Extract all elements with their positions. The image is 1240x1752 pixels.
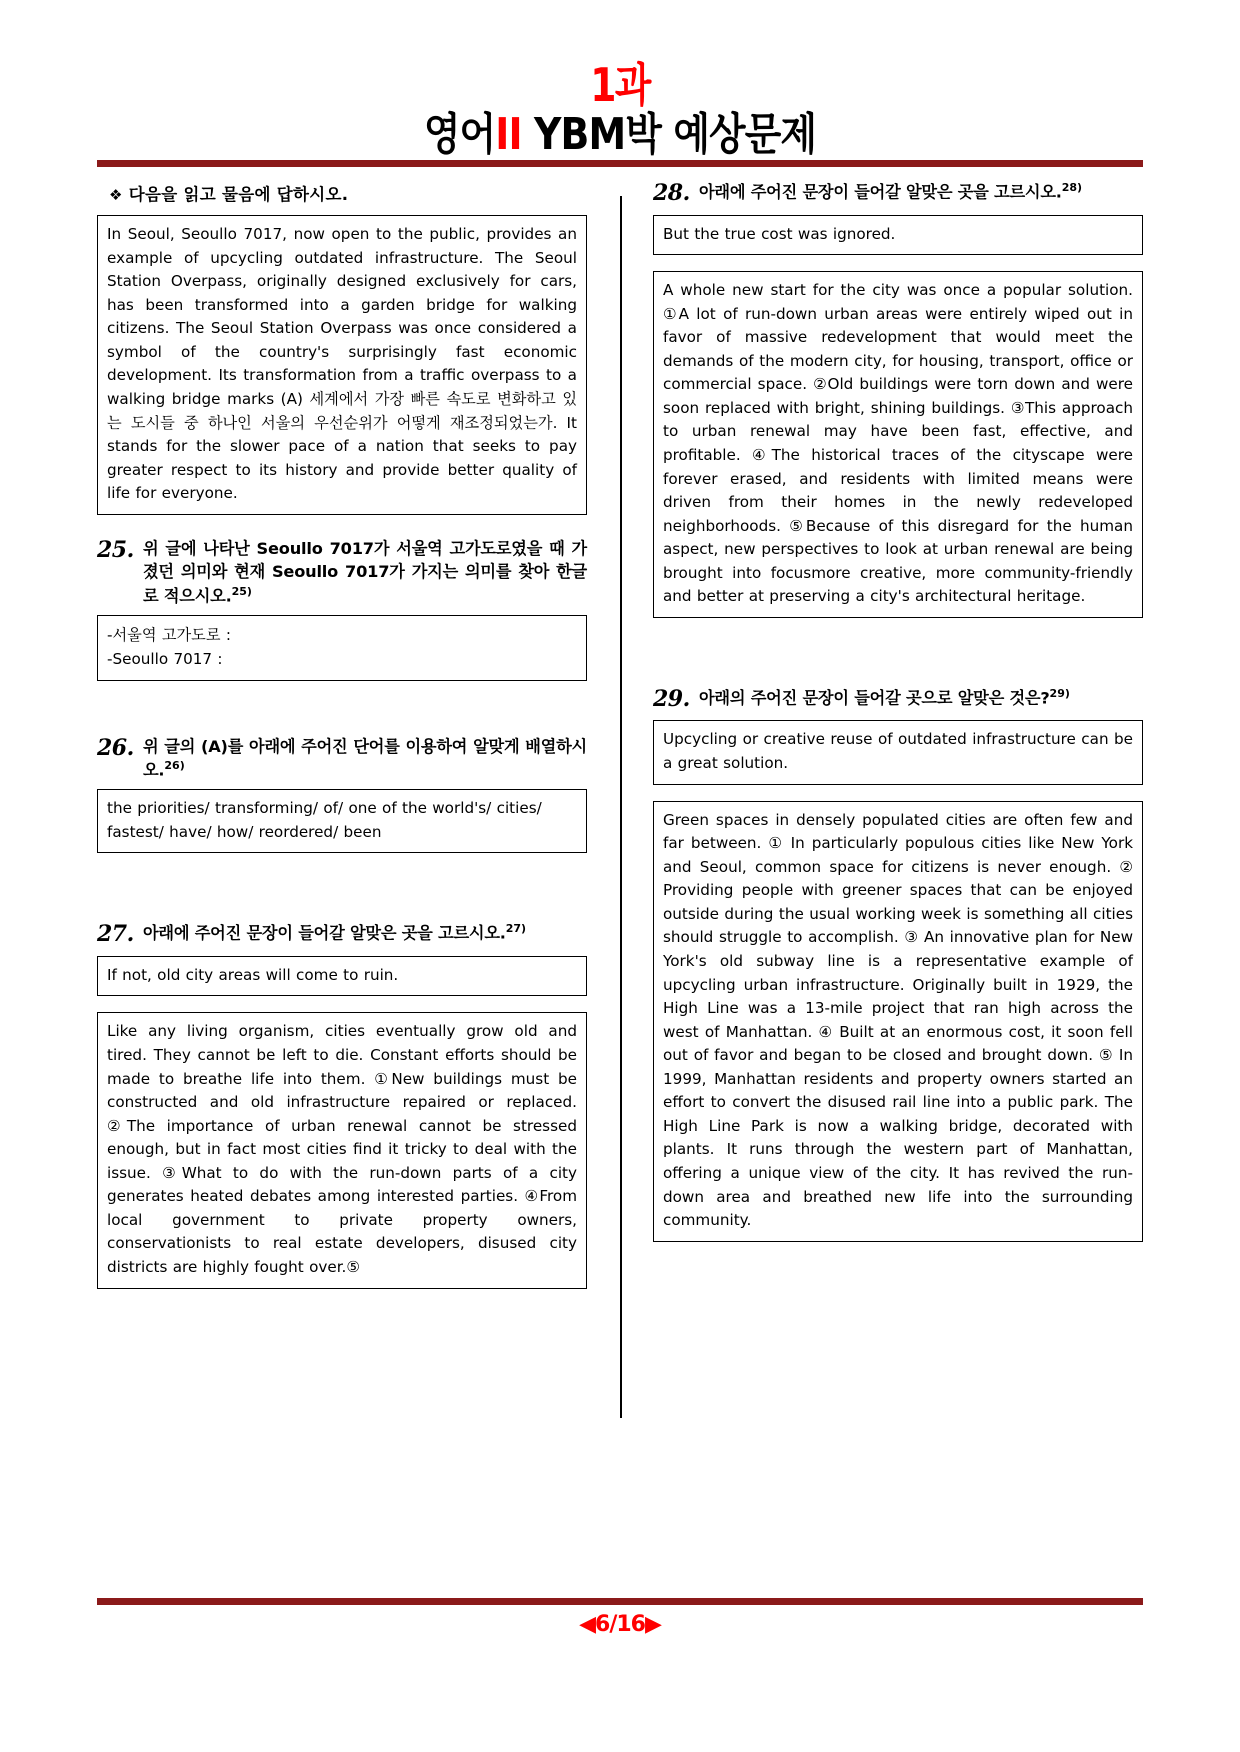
question-27-footnote: 27) bbox=[505, 922, 527, 936]
question-29-heading bbox=[653, 686, 1143, 714]
lesson-label: 1과 bbox=[590, 58, 650, 112]
question-27-given-sentence: If not, old city areas will come to ruin. bbox=[107, 965, 399, 984]
page-title bbox=[87, 110, 1153, 161]
instruction-text: 다음을 읽고 물음에 답하시오. bbox=[128, 185, 349, 204]
footer-divider-rule bbox=[97, 1598, 1143, 1605]
title-roman-numeral: II bbox=[495, 109, 522, 160]
question-27-prompt bbox=[143, 921, 587, 945]
spacer bbox=[97, 859, 587, 899]
question-27-number: 27. bbox=[97, 921, 134, 948]
question-26-prompt bbox=[143, 735, 587, 782]
spacer bbox=[653, 261, 1143, 271]
right-column bbox=[643, 176, 1143, 1576]
question-28-prompt bbox=[699, 180, 1143, 204]
question-28-heading bbox=[653, 180, 1143, 208]
question-28-number: 28. bbox=[653, 180, 690, 206]
question-25-answer-line-2: -Seoullo 7017 : bbox=[107, 650, 223, 669]
two-column-body bbox=[97, 176, 1143, 1576]
question-28-given-sentence: But the true cost was ignored. bbox=[663, 224, 896, 243]
instruction-line bbox=[109, 181, 587, 205]
question-25-footnote: 25) bbox=[231, 584, 252, 598]
spacer bbox=[97, 687, 587, 713]
page-number: ◀6/16▶ bbox=[579, 1612, 661, 1637]
question-28-passage-text: A whole new start for the city was once a popular solution. ①A lot of run-down urban areas were entirely wiped out in favor of massive redevelopment that would meet the demands of the modern city, for housing, transport, office or commercial space. ②Old buildings were torn down and were soon replaced with bright, shining buildings. ③This approach to urban renewal may have been fast, effective, and profitable. ④The historical traces of the cityscape were forever erased, and residents with limited means were driven from their homes in the newly redeveloped neighborhoods. ⑤Because of this disregard for the human aspect, new perspectives to look at urban renewal are being brought into focusmore creative, more community-friendly and better at preserving a city's architectural heritage. bbox=[663, 281, 1133, 606]
question-25-prompt-text: 위 글에 나타난 Seoullo 7017가 서울역 고가도로였을 때 가졌던 의미와 현재 Seoullo 7017가 가지는 의미를 찾아 한글로 적으시오. bbox=[143, 538, 587, 606]
title-prefix: 영어 bbox=[423, 109, 496, 160]
spacer bbox=[97, 1002, 587, 1012]
question-28-prompt-text: 아래에 주어진 문장이 들어갈 알맞은 곳을 고르시오. bbox=[699, 182, 1062, 202]
question-29-given-sentence-box bbox=[653, 720, 1143, 784]
question-26-number: 26. bbox=[97, 734, 134, 761]
question-25-answer-box[interactable] bbox=[97, 615, 587, 681]
question-28-footnote: 28) bbox=[1061, 181, 1083, 194]
question-27-given-sentence-box bbox=[97, 956, 587, 997]
question-29-passage-box bbox=[653, 801, 1143, 1242]
question-26-word-bank-box bbox=[97, 789, 587, 853]
question-27-prompt-text: 아래에 주어진 문장이 들어갈 알맞은 곳을 고르시오. bbox=[143, 923, 506, 943]
question-28-given-sentence-box bbox=[653, 215, 1143, 256]
question-27-passage-text: Like any living organism, cities eventually grow old and tired. They cannot be left to die. Constant efforts should be made to breathe life into them. ①New buildings must be constructed and old infrastructure repaired or replaced. ②The importance of urban renewal cannot be stressed enough, but in fact most cities find it tricky to deal with the issue. ③What to do with the run-down parts of a city generates heated debates among interested parties. ④From local government to private property owners, conservationists to real estate developers, disused city districts are highly fought over.⑤ bbox=[107, 1022, 577, 1277]
question-27-heading bbox=[97, 921, 587, 949]
question-26-footnote: 26) bbox=[164, 759, 185, 773]
question-29-passage-text: Green spaces in densely populated cities are often few and far between. ① In particularly populous cities like New York and Seoul, common space for citizens is never enough. ② Providing people with greener spaces that can be enjoyed outside during the usual working week is something all cities should struggle to accomplish. ③ An innovative plan for New York's old subway line is a representative example of upcycling urban infrastructure. Originally built in 1929, the High Line was a 13-mile project that ran high across the west of Manhattan. ④ Built at an enormous cost, it soon fell out of favor and began to be closed and brought down. ⑤ In 1999, Manhattan residents and property owners started an effort to convert the disused rail line into a public park. The High Line Park is now a walking bridge, decorated with plants. It runs through the western part of Manhattan, offering a unique view of the city. It has revived the run-down area and breathed new life into the surrounding community. bbox=[663, 810, 1133, 1230]
question-28-passage-box bbox=[653, 271, 1143, 618]
column-divider-line bbox=[620, 196, 622, 1418]
main-reading-passage-text: In Seoul, Seoullo 7017, now open to the public, provides an example of upcycling outdated infrastructure. The Seoul Station Overpass, originally designed exclusively for cars, has been transformed into a garden bridge for walking citizens. The Seoul Station Overpass was once considered a symbol of the country's surprisingly fast economic development. Its transformation from a traffic overpass to a walking bridge marks (A) 세계에서 가장 빠른 속도로 변화하고 있는 도시들 중 하나인 서울의 우선순위가 어떻게 재조정되었는가. It stands for the slower pace of a nation that seeks to pay greater respect to its history and provide better quality of life for everyone. bbox=[107, 225, 577, 503]
question-25-answer-line-1: -서울역 고가도로 : bbox=[107, 625, 231, 644]
question-25-number: 25. bbox=[97, 536, 134, 563]
question-25-prompt bbox=[143, 537, 587, 608]
main-reading-passage-box bbox=[97, 215, 587, 515]
left-column bbox=[97, 176, 597, 1576]
page-header bbox=[0, 0, 1240, 161]
question-29-prompt-text: 아래의 주어진 문장이 들어갈 곳으로 알맞은 것은? bbox=[699, 688, 1050, 708]
spacer bbox=[653, 791, 1143, 801]
question-25-heading bbox=[97, 537, 587, 608]
title-suffix: YBM박 예상문제 bbox=[521, 109, 817, 160]
question-26-word-bank-text: the priorities/ transforming/ of/ one of the world's/ cities/ fastest/ have/ how/ reordered/ been bbox=[107, 799, 542, 841]
question-26-heading bbox=[97, 735, 587, 782]
question-29-prompt bbox=[699, 686, 1143, 710]
question-29-number: 29. bbox=[653, 685, 690, 712]
question-27-passage-box bbox=[97, 1012, 587, 1288]
question-26-prompt-text: 위 글의 (A)를 아래에 주어진 단어를 이용하여 알맞게 배열하시오. bbox=[143, 736, 587, 780]
question-29-given-sentence: Upcycling or creative reuse of outdated infrastructure can be a great solution. bbox=[663, 730, 1133, 772]
page-footer bbox=[0, 1612, 1240, 1637]
spacer bbox=[653, 624, 1143, 664]
column-separator bbox=[597, 176, 643, 1576]
header-divider-rule bbox=[97, 160, 1143, 167]
diamond-bullet-icon: ❖ bbox=[109, 186, 123, 204]
question-29-footnote: 29) bbox=[1049, 686, 1070, 700]
